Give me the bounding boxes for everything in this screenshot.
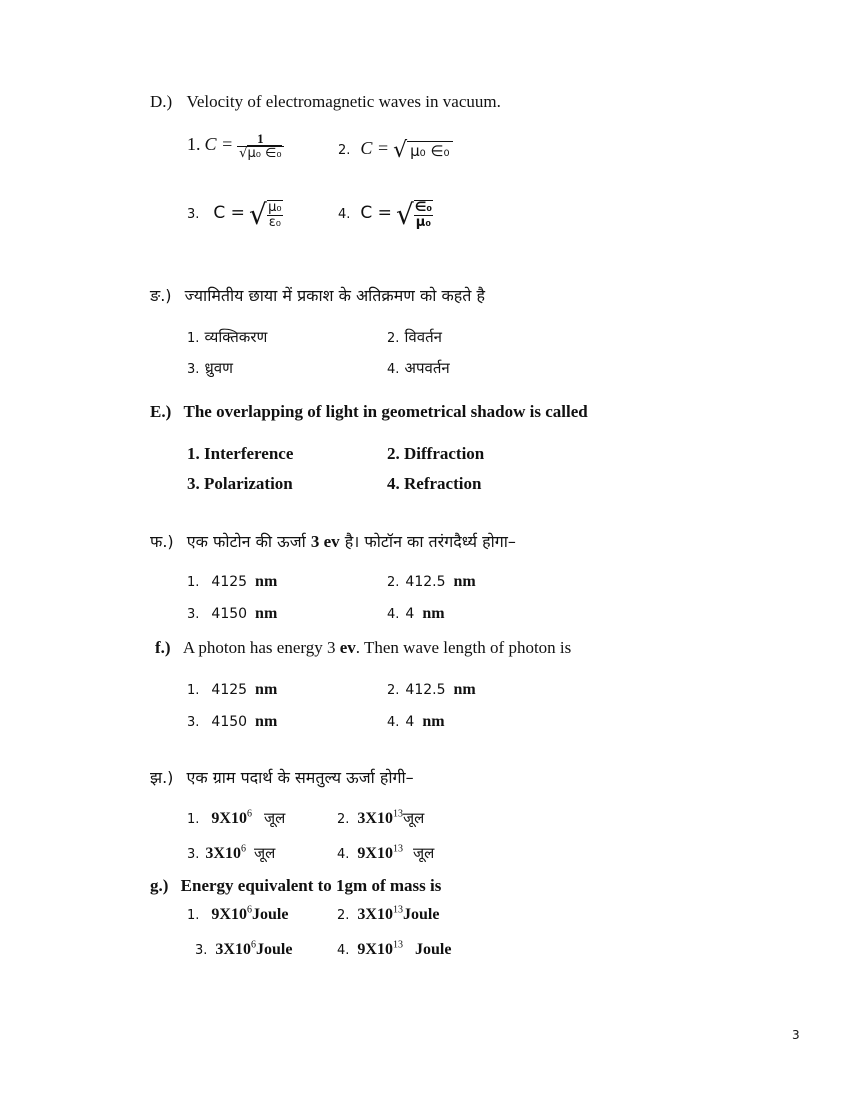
question-label: झ.) — [150, 768, 174, 787]
option-hi-e-1: 1. व्यक्तिकरण — [187, 328, 268, 346]
formula-lhs: C = — [360, 138, 390, 159]
option-d-4 — [338, 198, 433, 231]
option-d-2 — [338, 138, 453, 163]
question-label: g.) — [150, 876, 169, 895]
option-hi-g-1: 1. $9X10^6$ जूल — [187, 808, 286, 827]
option-hi-f-4: 4. 4 nm — [387, 605, 445, 622]
option-number: 4. — [338, 207, 351, 223]
fraction: $\frac{1}{\text{√μ₀ ∈₀}}$ — [239, 131, 282, 161]
question-text: एक ग्राम पदार्थ के समतुल्य ऊर्जा होगी– — [186, 768, 414, 787]
option-hi-e-4: 4. अपवर्तन — [387, 359, 450, 377]
question-text: Velocity of electromagnetic waves in vacuum. — [186, 92, 501, 111]
question-hi-e — [150, 284, 485, 306]
option-g-3: 3. $3X10^6Joule$ — [195, 939, 293, 958]
option-e-1: 1. Interference — [187, 444, 294, 463]
question-e — [150, 402, 588, 422]
page-number: 3 — [792, 1028, 800, 1042]
option-e-3: 3. Polarization — [187, 474, 293, 493]
question-d — [150, 92, 501, 112]
formula-lhs: C = — [360, 203, 392, 224]
option-g-1: 1. $9X10^6Joule$ — [187, 904, 289, 923]
option-hi-f-3: 3. 4150 nm — [187, 605, 278, 622]
question-hi-g — [150, 766, 414, 788]
question-label: D.) — [150, 92, 173, 111]
option-hi-g-3: 3. $3X10^6$ जूल — [187, 843, 276, 862]
option-number: 3. — [187, 207, 200, 223]
question-label: E.) — [150, 402, 172, 421]
option-number: 2. — [338, 143, 351, 159]
formula-lhs: C = — [204, 134, 234, 155]
option-hi-e-2: 2. विवर्तन — [387, 328, 442, 346]
option-e-2: 2. Diffraction — [387, 444, 485, 463]
square-root: √ $\frac{\text{∈₀}}{\text{μ₀}}$ — [395, 198, 433, 231]
question-text: ज्यामितीय छाया में प्रकाश के अतिक्रमण को कहते है — [184, 286, 485, 305]
option-hi-g-4: 4. $9X10^{13}$ जूल — [337, 843, 435, 862]
option-g-4: 4. $9X10^{13}$ Joule — [337, 939, 452, 958]
option-f-1: 1. 4125 nm — [187, 681, 278, 698]
option-f-2: 2. 412.5 nm — [387, 681, 476, 698]
square-root: √ $\frac{\text{μ₀}}{\text{ε₀}}$ — [248, 198, 282, 231]
option-hi-f-2: 2. 412.5 nm — [387, 573, 476, 590]
question-text: The overlapping of light in geometrical shadow is called — [183, 402, 588, 421]
square-root: √ μ₀ ∈₀ — [393, 138, 452, 163]
option-hi-f-1: 1. 4125 nm — [187, 573, 278, 590]
option-hi-e-3: 3. ध्रुवण — [187, 359, 233, 377]
question-f: f.) A photon has energy 3 ev. Then wave length of photon is — [155, 638, 572, 657]
question-label: f.) — [155, 638, 171, 657]
question-g — [150, 876, 441, 896]
question-hi-f: फ.) एक फोटोन की ऊर्जा 3 ev है। फोटॉन का तरंगदैर्ध्य होगा– — [150, 532, 516, 551]
option-d-3 — [187, 198, 283, 231]
option-f-4: 4. 4 nm — [387, 713, 445, 730]
option-hi-g-2: 2. $3X10^{13}जूल$ — [337, 808, 425, 827]
option-d-1 — [187, 132, 284, 161]
question-text: Energy equivalent to 1gm of mass is — [180, 876, 442, 895]
formula-lhs: C = — [213, 203, 245, 224]
option-g-2: 2. $3X10^{13}Joule$ — [337, 904, 440, 923]
option-number: 1. — [187, 134, 201, 155]
question-label: ङ.) — [150, 286, 172, 305]
question-label: फ.) — [150, 532, 174, 551]
option-e-4: 4. Refraction — [387, 474, 482, 493]
option-f-3: 3. 4150 nm — [187, 713, 278, 730]
